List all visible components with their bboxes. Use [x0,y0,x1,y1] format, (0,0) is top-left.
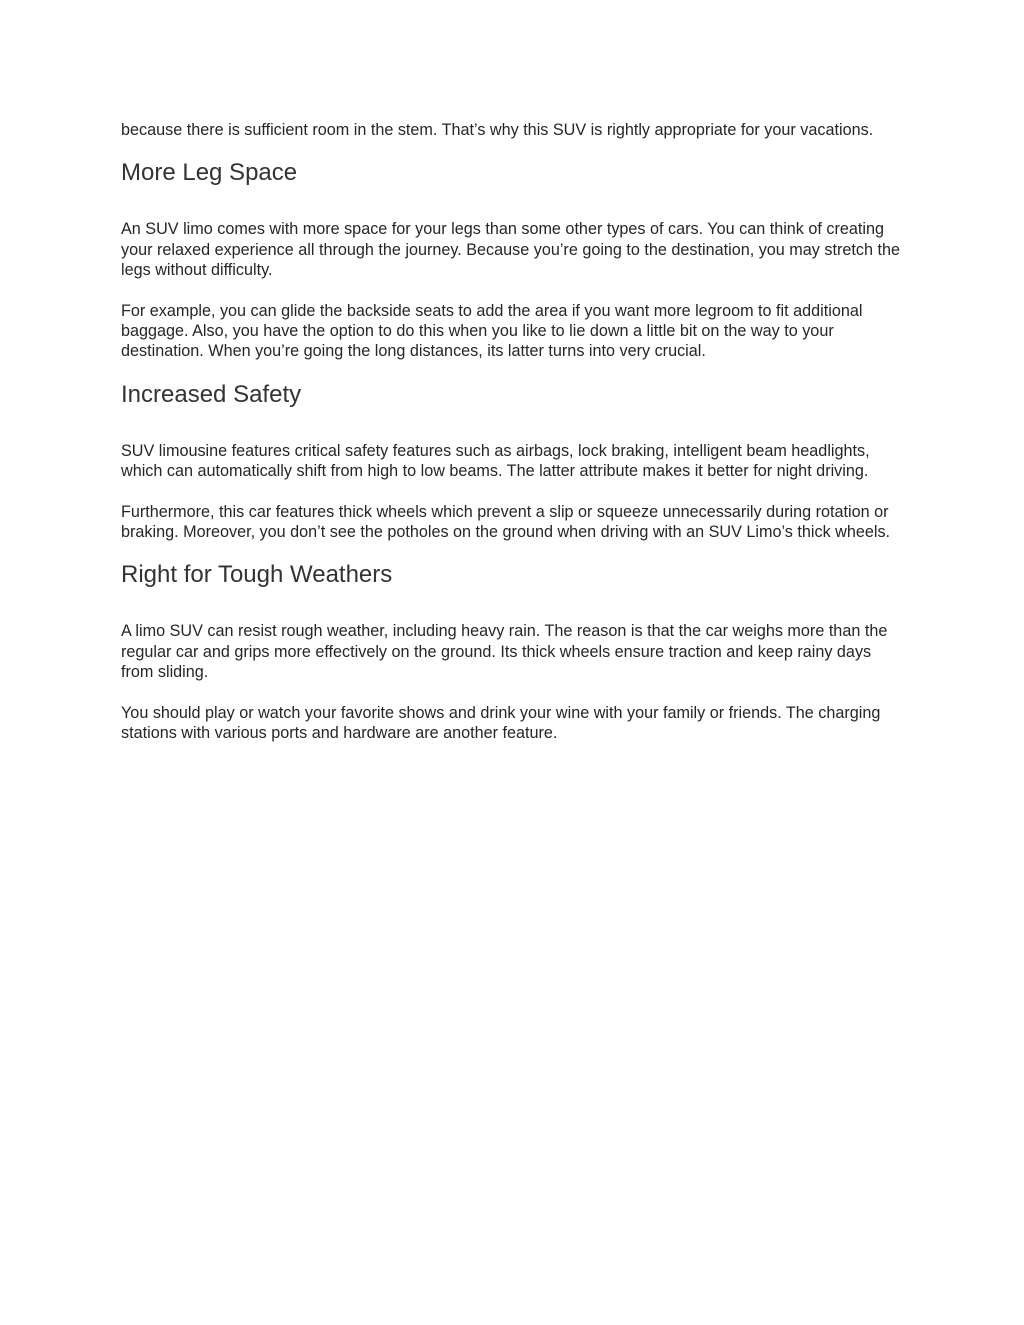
section-paragraph: For example, you can glide the backside seats to add the area if you want more legroom to fit additional baggage. Also, you have the option to do this when you like to lie down a little bit on the way to your destination. When you’re going the long distances, its latter turns into very crucial. [121,301,863,361]
document-page [121,120,901,744]
section-paragraph: Furthermore, this car features thick wheels which prevent a slip or squeeze unnecessarily during rotation or braking. Moreover, you don’t see the potholes on the ground when driving with an SUV Limo’s thick wheels. [121,502,891,542]
intro-paragraph: because there is sufficient room in the stem. That’s why this SUV is rightly appropriate for your vacations. [121,121,874,139]
section-increased-safety [121,380,901,543]
section-heading: Right for Tough Weathers [121,561,393,589]
section-paragraph: An SUV limo comes with more space for your legs than some other types of cars. You can think of creating your relaxed experience all through the journey. Because you’re going to the destination, you may stretch the legs without difficulty. [121,220,900,280]
section-paragraph: You should play or watch your favorite shows and drink your wine with your family or friends. The charging stations with various ports and hardware are another feature. [121,703,881,743]
section-more-leg-space [121,158,901,361]
section-paragraph: SUV limousine features critical safety features such as airbags, lock braking, intelligent beam headlights, which can automatically shift from high to low beams. The latter attribute makes it better for night driving. [121,441,870,481]
section-heading: More Leg Space [121,159,298,187]
section-paragraph: A limo SUV can resist rough weather, including heavy rain. The reason is that the car weighs more than the regular car and grips more effectively on the ground. Its thick wheels ensure traction and keep rainy days from sliding. [121,622,888,682]
section-heading: Increased Safety [121,380,302,408]
section-right-for-tough-weathers [121,560,901,743]
